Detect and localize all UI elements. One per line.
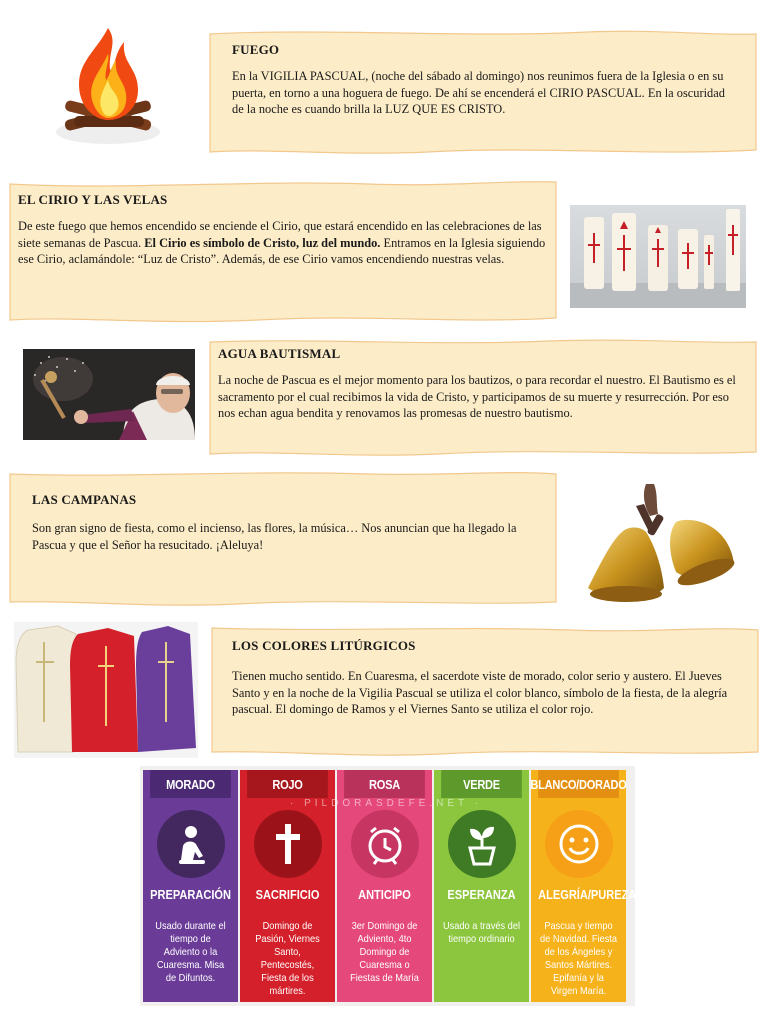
agua-text: La noche de Pascua es el mejor momento para los bautizos, o para recordar el nuestro. El Bautismo es el sacramento por el cual recibimos la vida de Cristo, y participamos de su muerte y resurrección. Por eso nos echan agua bendita y renovamos las promesas de nuestro bautismo. — [218, 373, 736, 420]
colores-text: Tienen mucho sentido. En Cuaresma, el sacerdote viste de morado, color serio y austero. El Jueves Santo y en la noche de la Vigilia Pascual se utiliza el color blanco, símbolo de la fiesta, de la alegría pascual. El domingo de Ramos y el Viernes Santo se utiliza el color rojo. — [232, 669, 728, 716]
colores-banner — [210, 624, 760, 758]
campanas-text: Son gran signo de fiesta, como el incienso, las flores, la música… Nos anuncian que ha llegado la Pascua y que el Señor ha resucitado. ¡Aleluya! — [32, 521, 517, 552]
vestments-image — [14, 622, 198, 758]
color-description: 3er Domingo de Adviento, 4to Domingo de Cuaresma o Fiestas de María — [350, 920, 419, 984]
fuego-text: En la VIGILIA PASCUAL, (noche del sábado al domingo) nos reunimos fuera de la Iglesia o en su puerta, en torno a una hoguera de fuego. De ahí se encenderá el CIRIO PASCUAL. En la oscuridad de la noche es cuando brilla la LUZ QUE ES CRISTO. — [232, 69, 725, 116]
campanas-banner — [8, 468, 558, 608]
agua-title: AGUA BAUTISMAL — [218, 346, 341, 361]
color-name: ROJO — [247, 770, 328, 798]
color-name: BLANCO/DORADO — [538, 770, 619, 798]
bells-image — [582, 476, 742, 610]
color-description: Usado durante el tiempo de Adviento o la Cuaresma. Misa de Difuntos. — [155, 920, 226, 984]
color-meaning: ANTICIPO — [358, 887, 411, 902]
pope-blessing-image — [23, 349, 195, 440]
color-description: Pascua y tiempo de Navidad. Fiesta de los Ángeles y Santos Mártires. Epifanía y la Virgen María. — [539, 920, 618, 997]
fuego-title: FUEGO — [232, 42, 280, 57]
color-column-morado — [143, 770, 238, 1002]
smiley-icon — [545, 810, 613, 878]
color-description: Domingo de Pasión, Viernes Santo, Pentecostés, Fiesta de los mártires. — [255, 920, 320, 997]
color-meaning: SACRIFICIO — [255, 887, 320, 902]
color-description: Usado a través del tiempo ordinario — [442, 920, 521, 945]
colores-title: LOS COLORES LITÚRGICOS — [232, 638, 416, 653]
color-meaning: ESPERANZA — [447, 887, 516, 902]
agua-banner — [208, 336, 758, 458]
liturgical-colors-infographic — [140, 766, 635, 1006]
candles-image — [570, 205, 746, 308]
color-meaning: ALEGRÍA/PUREZA — [538, 887, 637, 902]
cross-icon — [254, 810, 322, 878]
color-name: ROSA — [344, 770, 425, 798]
color-name: MORADO — [150, 770, 231, 798]
praying-person-icon — [157, 810, 225, 878]
campanas-title: LAS CAMPANAS — [32, 492, 137, 507]
fuego-banner — [208, 26, 758, 158]
sprout-pot-icon — [448, 810, 516, 878]
cirio-title: EL CIRIO Y LAS VELAS — [18, 192, 168, 207]
color-name: VERDE — [441, 770, 522, 798]
color-column-blanco-dorado — [530, 770, 637, 1002]
color-meaning: PREPARACIÓN — [150, 887, 231, 902]
alarm-clock-icon — [351, 810, 419, 878]
cirio-banner — [8, 178, 558, 326]
watermark: · PILDORASDEFE.NET · — [290, 798, 483, 809]
bonfire-image — [52, 24, 164, 146]
cirio-text: De este fuego que hemos encendido se enciende el Cirio, que estará encendido en las celebraciones de las siete semanas de Pascua. El Cirio es símbolo de Cristo, luz del mundo. Entramos en la Iglesia siguiendo ese Cirio, aclamándole: “Luz de Cristo”. Además, de ese Cirio vamos encendiendo nuestras velas. — [18, 219, 546, 266]
